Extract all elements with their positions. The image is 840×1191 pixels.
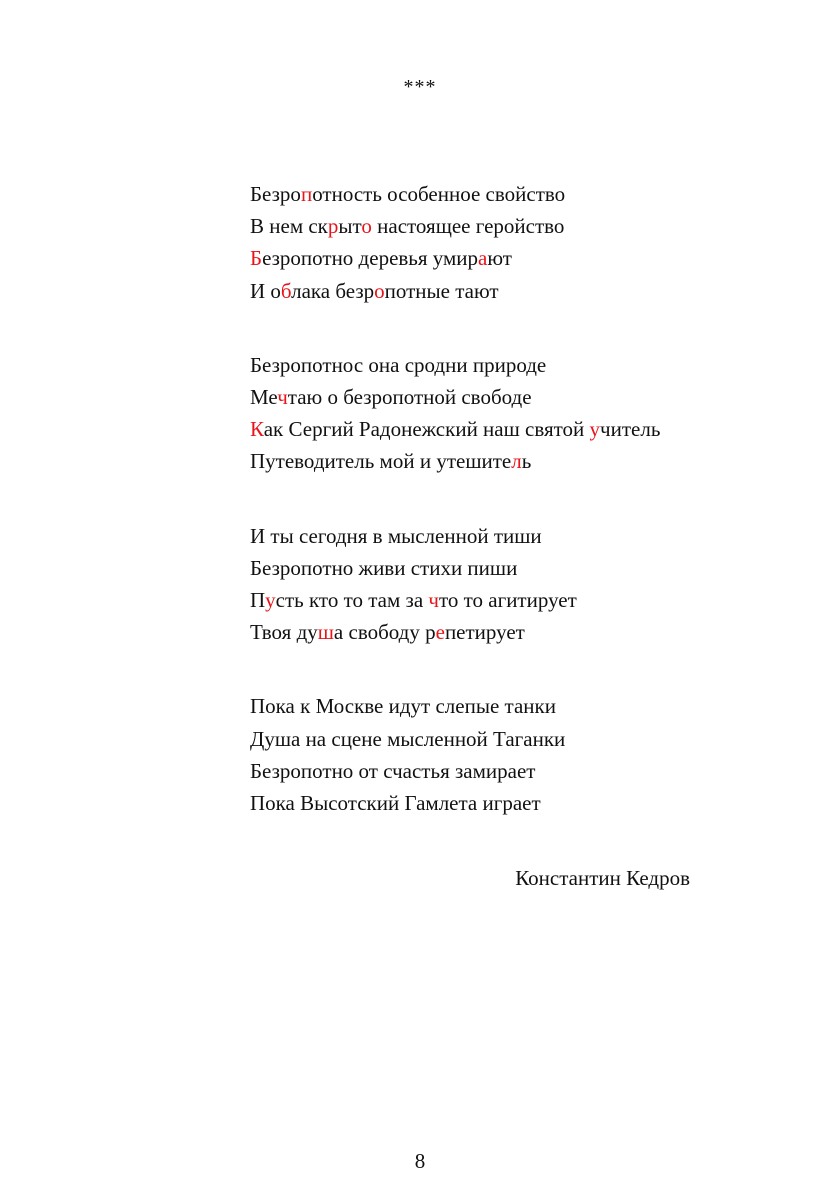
stanza <box>250 690 730 819</box>
poem-line <box>250 520 730 552</box>
text-segment: Безропотнос она сродни природе <box>250 352 547 377</box>
stanza <box>250 520 730 649</box>
poem-line <box>250 275 730 307</box>
text-segment: Пока Высотский Гамлета играет <box>250 791 541 816</box>
highlighted-letter: ч <box>277 385 288 410</box>
text-segment: Безропотно от счастья замирает <box>250 758 536 783</box>
text-segment: таю о безропотной свободе <box>287 385 532 410</box>
poem-line <box>250 616 730 648</box>
poem-line <box>250 787 730 819</box>
text-segment: Пока к Москве идут слепые танки <box>250 694 556 719</box>
highlighted-letter: о <box>361 214 372 239</box>
text-segment: П <box>250 588 266 613</box>
text-segment: ыт <box>338 214 362 239</box>
text-segment: читель <box>600 417 661 442</box>
highlighted-letter: п <box>300 182 313 206</box>
highlighted-letter: ш <box>317 620 334 645</box>
highlighted-letter: б <box>280 278 292 303</box>
text-segment: а свободу р <box>333 620 436 645</box>
poem-line <box>250 178 730 210</box>
poem-line <box>250 349 730 381</box>
highlighted-letter: л <box>511 449 522 474</box>
highlighted-letter: у <box>265 588 276 613</box>
text-segment: Безропотно живи стихи пиши <box>250 555 518 580</box>
page-number: 8 <box>414 1149 426 1173</box>
poem-line <box>250 413 730 445</box>
author-signature: Константин Кедров <box>515 866 690 890</box>
text-segment: И ты сегодня в мысленной тиши <box>250 523 542 548</box>
text-segment: В нем ск <box>250 214 328 239</box>
text-segment: ь <box>521 449 532 474</box>
highlighted-letter: Б <box>250 246 263 271</box>
text-segment: потные тают <box>384 278 499 303</box>
poem-line <box>250 690 730 722</box>
text-segment: И о <box>250 278 281 303</box>
text-segment: отность особенное свойство <box>312 182 566 206</box>
poem-line <box>250 552 730 584</box>
highlighted-letter: а <box>478 246 488 271</box>
highlighted-letter: о <box>374 278 385 303</box>
text-segment: то то агитирует <box>438 588 577 613</box>
highlighted-letter: у <box>589 417 601 442</box>
stanza <box>250 349 730 478</box>
text-segment: Твоя ду <box>250 620 318 645</box>
poem-line <box>250 755 730 787</box>
highlighted-letter: е <box>435 620 445 645</box>
text-segment: ют <box>487 246 512 271</box>
text-segment: петирует <box>444 620 525 645</box>
poem-line <box>250 381 730 413</box>
highlighted-letter: ч <box>428 588 439 613</box>
text-segment: лака безр <box>291 278 375 303</box>
poem-line <box>250 584 730 616</box>
text-segment: ак Сергий Радонежский наш святой <box>263 417 590 442</box>
poem-line <box>250 723 730 755</box>
text-segment: Безро <box>250 182 301 206</box>
poem-line <box>250 210 730 242</box>
poem-line <box>250 445 730 477</box>
poem-line <box>250 242 730 274</box>
poem-body <box>250 178 730 861</box>
text-segment: езропотно деревья умир <box>262 246 479 271</box>
section-separator: *** <box>403 76 437 98</box>
text-segment: Путеводитель мой и утешите <box>250 449 512 474</box>
highlighted-letter: К <box>250 417 264 442</box>
stanza <box>250 178 730 307</box>
text-segment: настоящее геройство <box>371 214 565 239</box>
text-segment: Душа на сцене мысленной Таганки <box>250 726 566 751</box>
highlighted-letter: р <box>327 214 339 239</box>
text-segment: Ме <box>250 385 278 410</box>
text-segment: сть кто то там за <box>275 588 429 613</box>
